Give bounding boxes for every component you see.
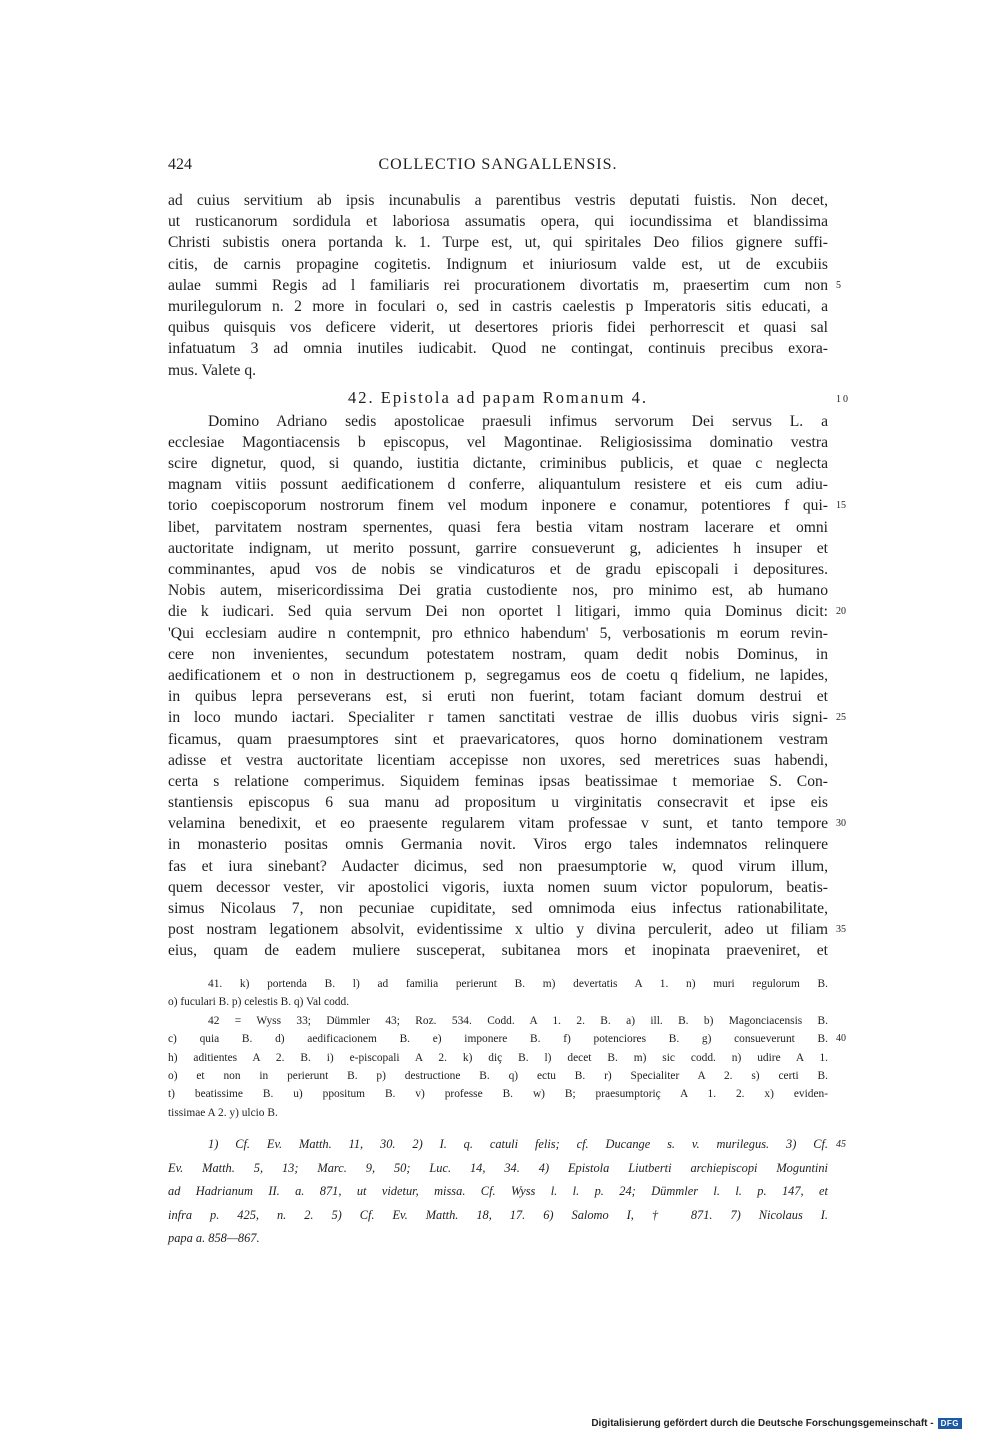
margin-line-number: 10 bbox=[836, 393, 850, 405]
text-line: die k iudicari. Sed quia servum Dei non oportet l litigari, immo quia Dominus dicit: bbox=[168, 603, 828, 621]
text-line: eius, quam de eadem muliere susceperat, subitanea mors et inopinata praeveniret, et bbox=[168, 942, 828, 960]
text-line: aedificationem et o non in destructionem p, segregamus eos de coetu q fidelium, ne lapides, bbox=[168, 666, 828, 684]
margin-line-number: 5 bbox=[836, 279, 841, 291]
text-line: cere non invenientes, secundum potestatem nostram, quam dedit nobis Dominus, in bbox=[168, 645, 828, 663]
note-line: t) beatissime B. u) ppositum B. v) professe B. w) B; praesumptoriç A 1. 2. x) eviden- bbox=[168, 1088, 828, 1101]
running-title: COLLECTIO SANGALLENSIS. bbox=[378, 156, 618, 173]
text-line: fas et iura sinebant? Audacter dicimus, sed non praesumptorie w, quod virum illum, bbox=[168, 857, 828, 875]
footnote-line: infra p. 425, n. 2. 5) Cf. Ev. Matth. 18, 17. 6) Salomo I, † 871. 7) Nicolaus I. bbox=[168, 1207, 828, 1222]
text-line: libet, parvitatem nostram spernentes, quasi fera bestia vitam nostram lacerare et omni bbox=[168, 518, 828, 536]
margin-line-number: 15 bbox=[836, 500, 846, 512]
text-line: in quibus lepra perseverans est, si eruti non fuerint, totam faciant domum destrui et bbox=[168, 688, 828, 706]
text-line: torio coepiscoporum nostrorum finem vel modum inponere e conamur, potentiores f qui- bbox=[168, 497, 828, 515]
text-line: mus. Valete q. bbox=[168, 361, 257, 379]
funding-footer bbox=[591, 1418, 962, 1429]
note-line: 42 = Wyss 33; Dümmler 43; Roz. 534. Codd. A 1. 2. B. a) ill. B. b) Magonciacensis B. bbox=[208, 1014, 828, 1027]
margin-line-number: 45 bbox=[836, 1139, 846, 1150]
note-line: h) aditientes A 2. B. i) e-piscopali A 2. k) diç B. l) decet B. m) sic codd. n) udire A 1. bbox=[168, 1051, 828, 1064]
text-line: quibus quisquis vos deficere viderit, ut desertores prioris fidei perhorrescit et quasi sal bbox=[168, 319, 828, 337]
text-line: simus Nicolaus 7, non pecuniae cupiditate, sed omnimoda eius infectus rationabilitate, bbox=[168, 900, 828, 917]
text-line: 'Qui ecclesiam audire n contempnit, pro ethnico habendum' 5, verbosationis m eorum revin- bbox=[168, 624, 828, 642]
note-line: o) fuculari B. p) celestis B. q) Val codd. bbox=[168, 996, 350, 1009]
margin-line-number: 40 bbox=[836, 1033, 846, 1045]
text-line: Nobis autem, misericordissima Dei gratia custodiente nos, pro minimo est, ab humano bbox=[168, 582, 828, 600]
margin-line-number: 35 bbox=[836, 924, 846, 936]
footnote-line: ad Hadrianum II. a. 871, ut videtur, missa. Cf. Wyss l. l. p. 24; Dümmler l. l. p. 147, et bbox=[168, 1184, 828, 1199]
text-line-wrap bbox=[168, 601, 846, 622]
funding-text: Digitalisierung gefördert durch die Deutsche Forschungsgemeinschaft - bbox=[591, 1418, 934, 1429]
text-line: stantiensis episcopus 6 sua manu ad propositum u virginitatis consecravit et ipse eis bbox=[168, 794, 828, 812]
footnote-line: 1) Cf. Ev. Matth. 11, 30. 2) I. q. catuli felis; cf. Ducange s. v. murilegus. 3) Cf. bbox=[208, 1137, 828, 1151]
margin-line-number: 30 bbox=[836, 818, 846, 830]
text-line: in monasterio positas omnis Germania novit. Viros ergo tales indemnatos relinquere bbox=[168, 836, 828, 854]
footnotes bbox=[168, 1133, 846, 1251]
margin-line-number: 25 bbox=[836, 712, 846, 724]
text-line: ut rusticanorum sordidula et laboriosa assumatis opera, qui iocundissima et blandissima bbox=[168, 213, 828, 231]
text-line: magnam vitiis possunt aedificationem d conferre, aliquantulum resistere et eis cum adiu- bbox=[168, 476, 828, 494]
text-line: post nostram legationem absolvit, evidentissime x ultio y divina perculerit, adeo ut filiam bbox=[168, 921, 828, 939]
main-text bbox=[168, 190, 850, 962]
footnote-line: Ev. Matth. 5, 13; Marc. 9, 50; Luc. 14, 34. 4) Epistola Liutberti archiepiscopi Moguntini bbox=[168, 1160, 828, 1175]
text-line: ad cuius servitium ab ipsis incunabulis a parentibus vestris deputati fuistis. Non decet, bbox=[168, 192, 828, 209]
text-line-wrap bbox=[168, 495, 846, 516]
text-line-wrap bbox=[168, 707, 846, 728]
text-line-wrap bbox=[168, 919, 846, 940]
text-line: comminantes, apud vos de nobis se vindicaturos et de gradu episcopali i depositures. bbox=[168, 561, 828, 578]
text-line: velamina benedixit, et eo praesente regularem vitam professae v sunt, et tanto tempore bbox=[168, 815, 828, 833]
text-line-wrap bbox=[168, 275, 841, 296]
margin-line-number: 20 bbox=[836, 606, 846, 618]
text-line-wrap bbox=[168, 813, 846, 834]
footnote-line-wrap bbox=[168, 1133, 846, 1157]
text-line: infatuatum 3 ad omnia inutiles iudicabit. Quod ne contingat, continuis precibus exora- bbox=[168, 340, 828, 358]
text-line: Christi subistis onera portanda k. 1. Turpe est, ut, qui spiritales Deo filios gignere suffi- bbox=[168, 234, 828, 252]
text-line: citis, de carnis propagine cogitetis. Indignum et iniuriosum valde est, ut de excubiis bbox=[168, 255, 828, 273]
text-line: adisse et vestra auctoritate licentiam accepisse non uxores, sed meretrices suas habendi, bbox=[168, 751, 828, 769]
text-line: auctoritate indignam, ut merito possunt, garrire consueverunt g, adicientes h insuper et bbox=[168, 539, 828, 557]
note-line: c) quia B. d) aedificacionem B. e) imponere B. f) potenciores B. g) consueverunt B. bbox=[168, 1033, 828, 1046]
text-line: ecclesiae Magontiacensis b episcopus, vel Magontinae. Religiosissima dominatio vestra bbox=[168, 433, 828, 451]
note-line: tissimae A 2. y) ulcio B. bbox=[168, 1106, 278, 1119]
text-line: in loco mundo iactari. Specialiter r tamen sanctitati vestrae de illis duobus viris signi- bbox=[168, 709, 828, 727]
text-line: quem decessor vester, vir apostolici vigoris, iuxta nomen suum victor populorum, beatis- bbox=[168, 878, 828, 896]
note-line: o) et non in perierunt B. p) destructione B. q) ectu B. r) Specialiter A 2. s) certi B. bbox=[168, 1069, 828, 1082]
text-line: certa s relatione comperimus. Siquidem feminas ipsas beatissimae t memoriae S. Con- bbox=[168, 772, 828, 790]
text-line: Domino Adriano sedis apostolicae praesuli infimus servorum Dei servus L. a bbox=[208, 412, 828, 430]
note-line-wrap bbox=[168, 1030, 846, 1048]
footnote-line: papa a. 858—867. bbox=[168, 1231, 260, 1246]
dfg-logo: DFG bbox=[938, 1418, 962, 1429]
page-header bbox=[168, 156, 828, 178]
critical-apparatus bbox=[168, 975, 846, 1122]
section-heading-wrap bbox=[168, 385, 850, 411]
page-number: 424 bbox=[168, 156, 192, 173]
text-line: ficamus, quam praesumptores sint et praevaricatores, quos horno dominationem vestram bbox=[168, 730, 828, 748]
text-line: scire dignetur, quod, si quando, iustitia dictante, criminibus publicis, et quae c neglecta bbox=[168, 455, 828, 473]
section-heading: 42. Epistola ad papam Romanum 4. bbox=[347, 387, 648, 407]
text-line: murilegulorum n. 2 more in foculari o, sed in castris caelestis p Imperatoris sitis educati, a bbox=[168, 297, 828, 315]
note-line: 41. k) portenda B. l) ad familia perierunt B. m) devertatis A 1. n) muri regulorum B. bbox=[208, 978, 828, 990]
text-line: aulae summi Regis ad l familiaris rei procurationem divortatis m, praesertim cum non bbox=[168, 276, 828, 294]
